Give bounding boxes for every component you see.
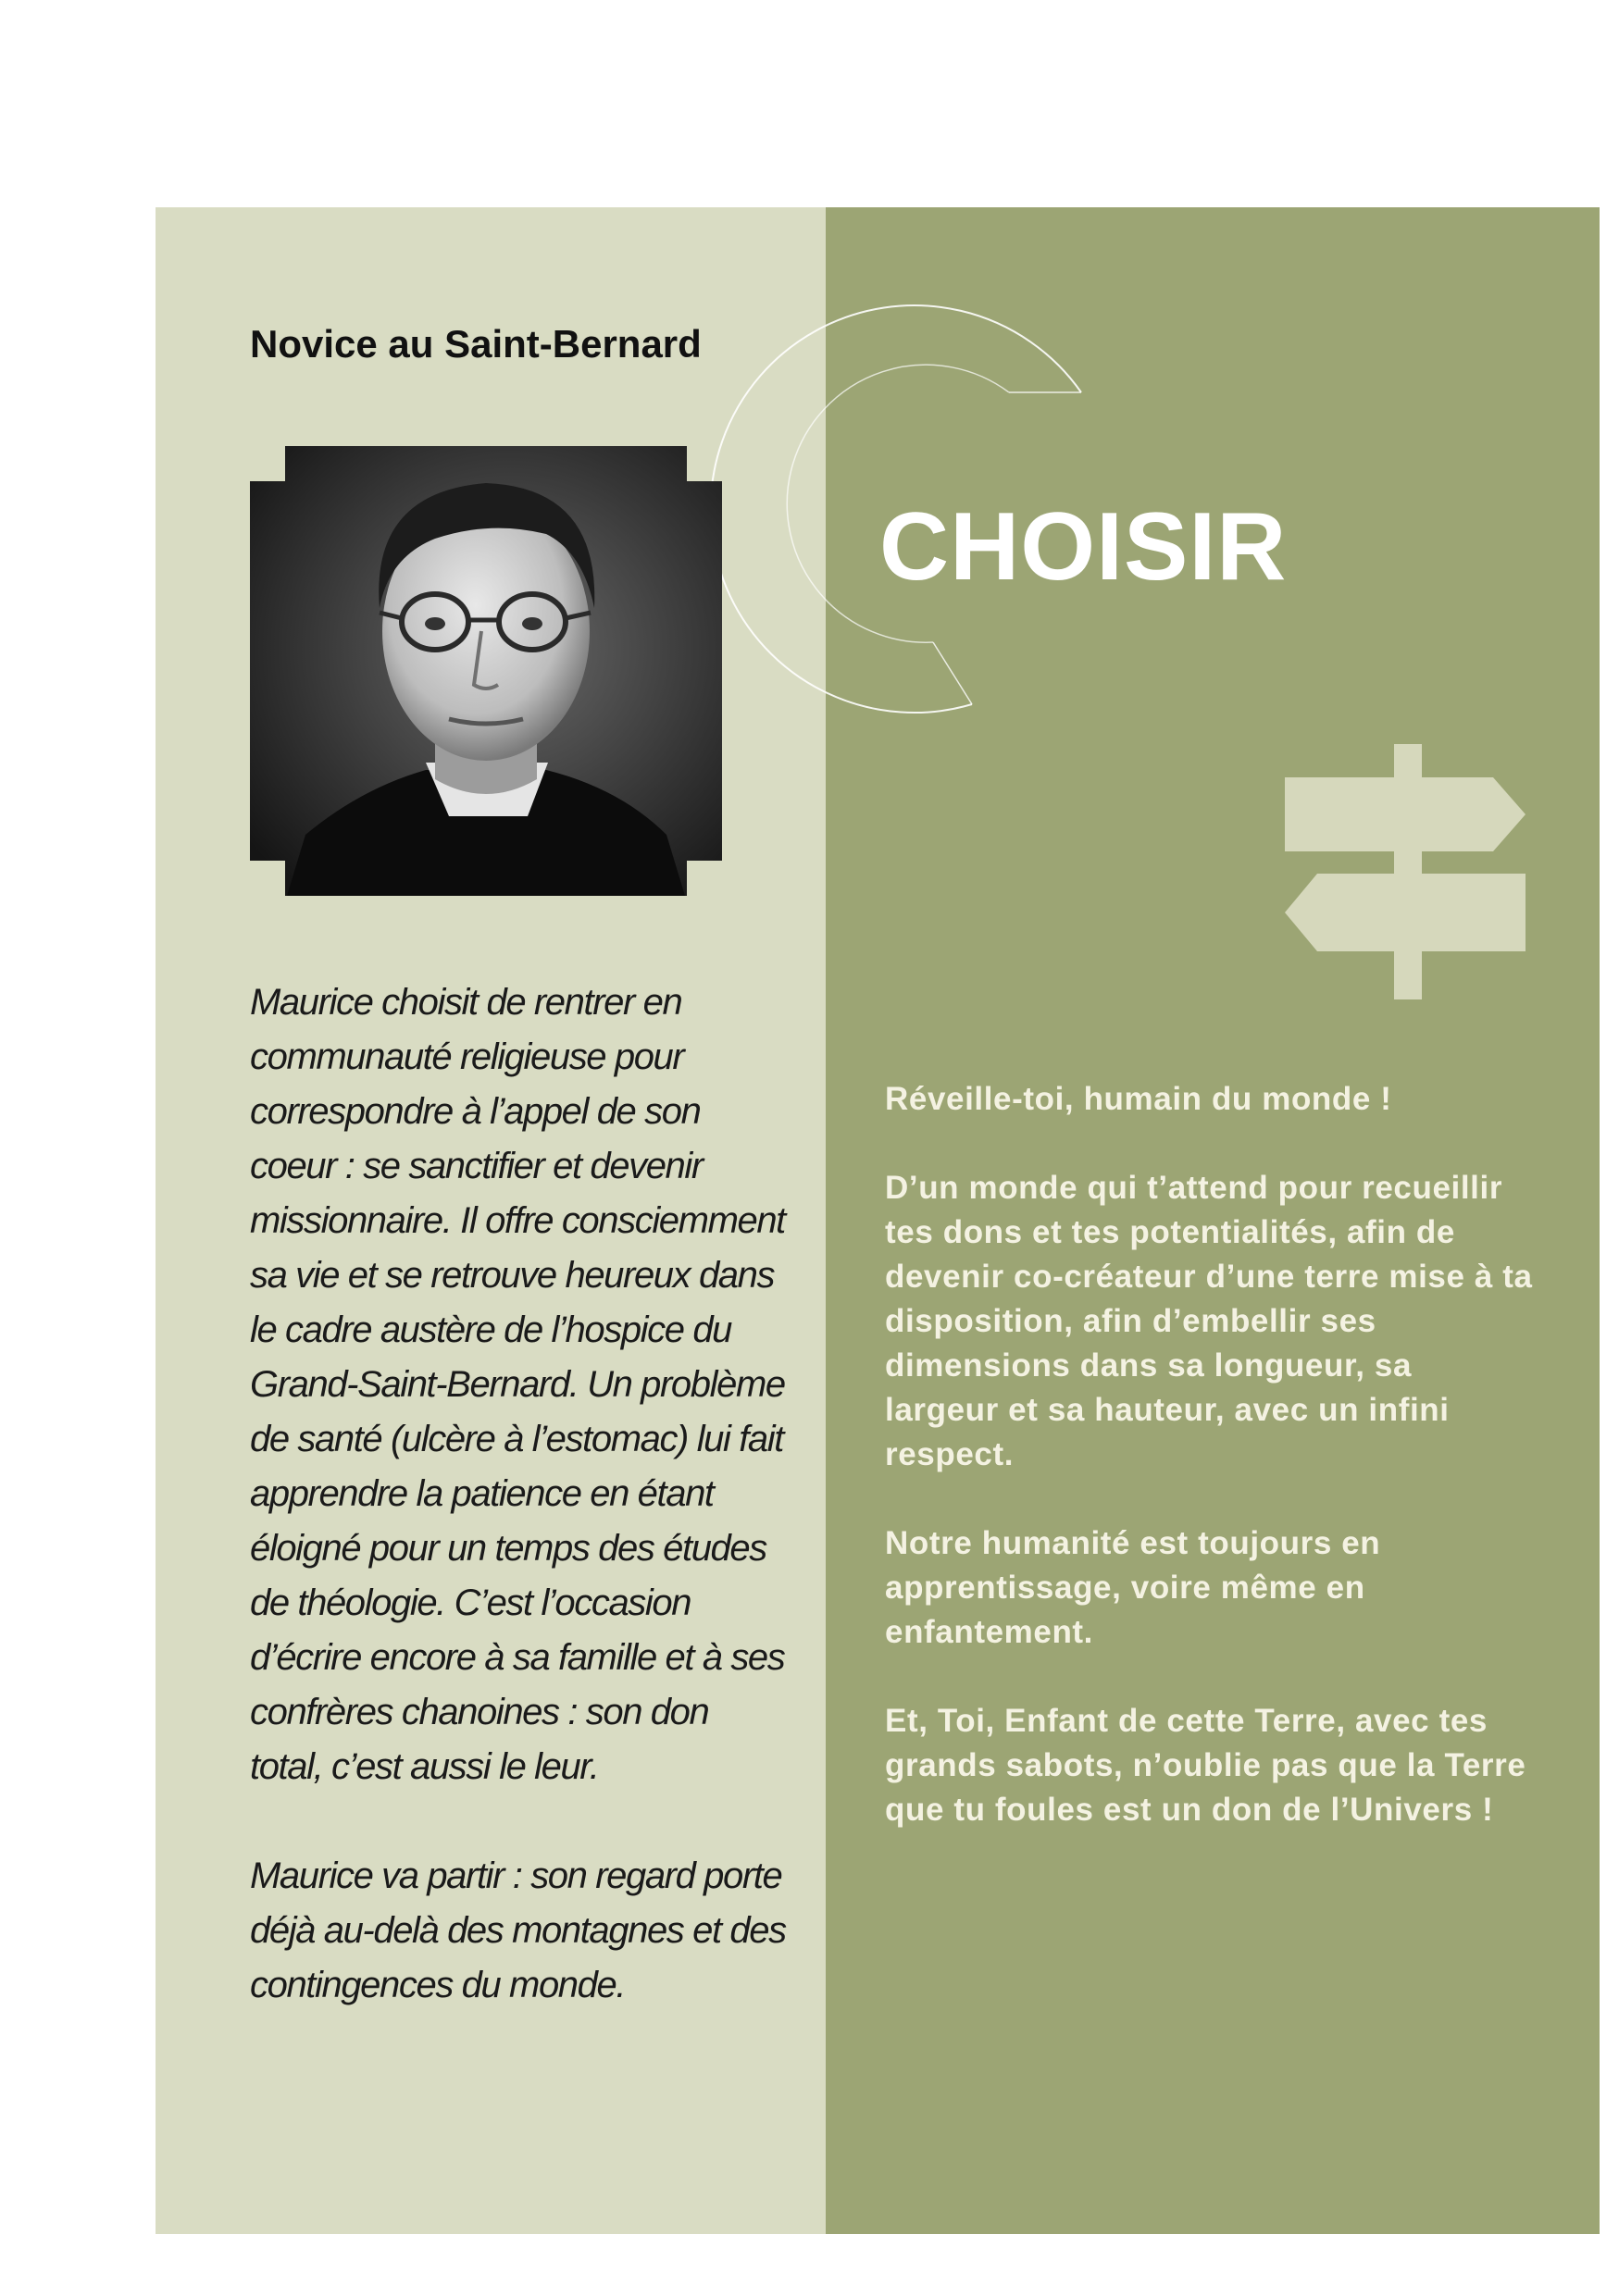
- poem-text: [885, 1077, 1533, 1832]
- brochure-page: [156, 207, 1600, 2234]
- biography-paragraph-1: Maurice choisit de rentrer en communauté religieuse pour correspondre à l’appel de son coeur : se sanctifier et devenir missionnaire. Il offre consciemment sa vie et se retrouve heureux dans le cadre austère de l’hospice du Grand-Saint-Bernard. Un problème de santé (ulcère à l’estomac) lui fait apprendre la patience en étant éloigné pour un temps des études de théologie. C’est l’occasion d’écrire encore à sa famille et à ses confrères chanoines : son don total, c’est aussi le leur.: [250, 982, 785, 1787]
- poem-stanza-3: Notre humanité est toujours en apprentissage, voire même en enfantement.: [885, 1525, 1381, 1650]
- choisir-heading: CHOISIR: [879, 493, 1288, 601]
- poem-stanza-1: Réveille-toi, humain du monde !: [885, 1081, 1392, 1117]
- signpost-icon: [1285, 744, 1535, 999]
- biography-text: [250, 975, 787, 2013]
- section-title: Novice au Saint-Bernard: [250, 322, 702, 366]
- poem-stanza-2: D’un monde qui t’attend pour recueillir tes dons et tes potentialités, afin de devenir co-créateur d’une terre mise à ta disposition, afin d’embellir ses dimensions dans sa longueur, sa largeur et sa hauteur, avec un infini respect.: [885, 1170, 1533, 1472]
- biography-paragraph-2: Maurice va partir : son regard porte déjà au-delà des montagnes et des contingences du monde.: [250, 1855, 786, 2005]
- portrait-photo: [250, 446, 722, 896]
- poem-stanza-4: Et, Toi, Enfant de cette Terre, avec tes grands sabots, n’oublie pas que la Terre que tu foules est un don de l’Univers !: [885, 1703, 1526, 1828]
